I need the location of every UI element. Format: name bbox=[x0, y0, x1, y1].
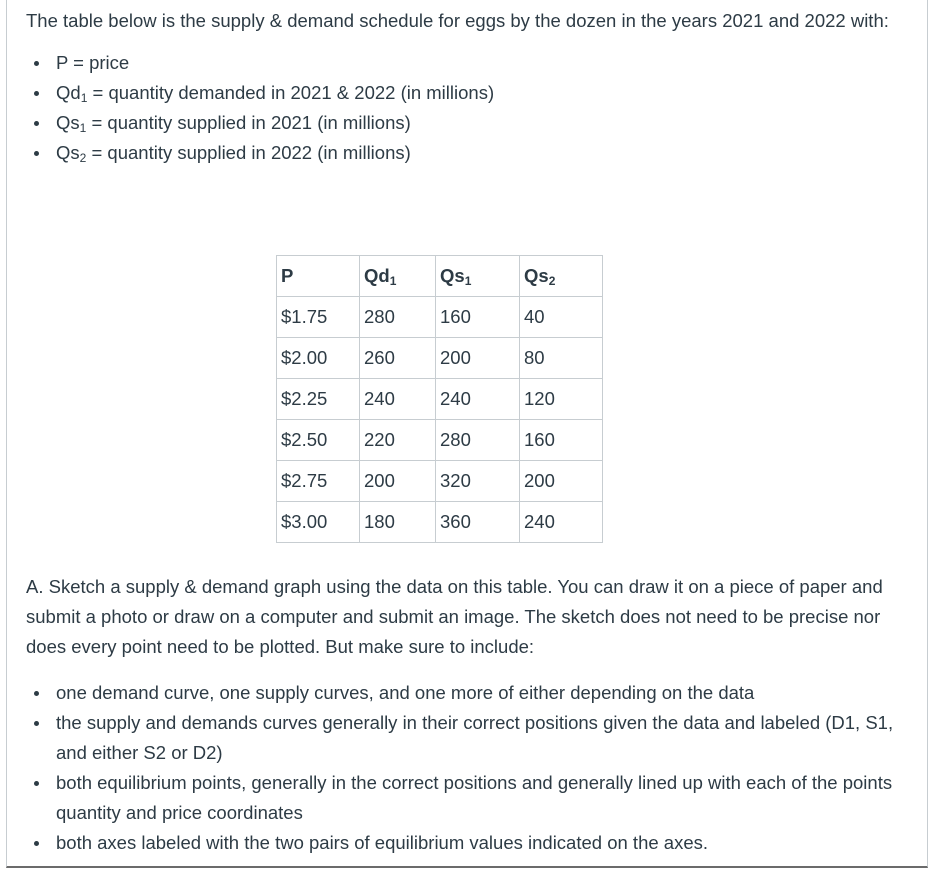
def-subscript: 2 bbox=[79, 151, 87, 165]
def-text: = quantity supplied in 2022 (in millions) bbox=[86, 142, 411, 163]
cell-price: $2.75 bbox=[277, 461, 360, 502]
definition-item bbox=[26, 108, 916, 138]
cell-qd1: 220 bbox=[360, 420, 436, 461]
part-a-section bbox=[26, 572, 916, 858]
definitions-list bbox=[26, 48, 916, 168]
cell-qs1: 280 bbox=[436, 420, 520, 461]
cell-qs1: 240 bbox=[436, 379, 520, 420]
cell-price: $2.50 bbox=[277, 420, 360, 461]
def-symbol: Qd bbox=[56, 82, 81, 103]
cell-qs2: 160 bbox=[520, 420, 603, 461]
table-row bbox=[277, 297, 603, 338]
question-content bbox=[26, 6, 916, 168]
table-row bbox=[277, 502, 603, 543]
cell-qd1: 240 bbox=[360, 379, 436, 420]
cell-qd1: 200 bbox=[360, 461, 436, 502]
requirement-item: both axes labeled with the two pairs of equilibrium values indicated on the axes. bbox=[26, 828, 916, 858]
schedule-table-wrap bbox=[276, 255, 603, 543]
header-qs2: $Qs_2$ bbox=[520, 256, 603, 297]
header-price: P bbox=[277, 256, 360, 297]
cell-qs1: 200 bbox=[436, 338, 520, 379]
intro-text: The table below is the supply & demand schedule for eggs by the dozen in the years 2021 and 2022 with: bbox=[26, 10, 889, 31]
table-row bbox=[277, 420, 603, 461]
def-subscript: 1 bbox=[79, 121, 87, 135]
def-text: = quantity demanded in 2021 & 2022 (in millions) bbox=[87, 82, 495, 103]
header-qs1: $Qs_1$ bbox=[436, 256, 520, 297]
definition-item bbox=[26, 48, 916, 78]
definition-item bbox=[26, 138, 916, 168]
part-a-instructions: A. Sketch a supply & demand graph using the data on this table. You can draw it on a piece of paper and submit a photo or draw on a computer and submit an image. The sketch does not need to be precise nor does every point need to be plotted. But make sure to include: bbox=[26, 576, 883, 657]
definition-item bbox=[26, 78, 916, 108]
def-text: = quantity supplied in 2021 (in millions) bbox=[86, 112, 411, 133]
cell-price: $2.25 bbox=[277, 379, 360, 420]
table-row bbox=[277, 461, 603, 502]
cell-qs1: 160 bbox=[436, 297, 520, 338]
cell-qd1: 180 bbox=[360, 502, 436, 543]
def-symbol: Qs bbox=[56, 142, 80, 163]
requirement-item: the supply and demands curves generally in their correct positions given the data and labeled (D1, S1, and either S2 or D2) bbox=[26, 708, 916, 768]
cell-qd1: 280 bbox=[360, 297, 436, 338]
cell-price: $2.00 bbox=[277, 338, 360, 379]
header-qd1: $Qd_1$ bbox=[360, 256, 436, 297]
cell-qs2: 240 bbox=[520, 502, 603, 543]
table-header-row bbox=[277, 256, 603, 297]
def-text: = price bbox=[68, 52, 130, 73]
cell-qs2: 200 bbox=[520, 461, 603, 502]
cell-price: $1.75 bbox=[277, 297, 360, 338]
def-subscript: 1 bbox=[80, 91, 88, 105]
cell-qs2: 120 bbox=[520, 379, 603, 420]
cell-qs1: 360 bbox=[436, 502, 520, 543]
def-symbol: Qs bbox=[56, 112, 80, 133]
requirements-list bbox=[26, 678, 916, 858]
table-row bbox=[277, 338, 603, 379]
cell-qs2: 80 bbox=[520, 338, 603, 379]
requirement-item: one demand curve, one supply curves, and one more of either depending on the data bbox=[26, 678, 916, 708]
supply-demand-table bbox=[276, 255, 603, 543]
cell-qs1: 320 bbox=[436, 461, 520, 502]
cell-qd1: 260 bbox=[360, 338, 436, 379]
requirement-item: both equilibrium points, generally in the correct positions and generally lined up with each of the points quantity and price coordinates bbox=[26, 768, 916, 828]
def-symbol: P bbox=[56, 52, 69, 73]
cell-price: $3.00 bbox=[277, 502, 360, 543]
cell-qs2: 40 bbox=[520, 297, 603, 338]
table-row bbox=[277, 379, 603, 420]
